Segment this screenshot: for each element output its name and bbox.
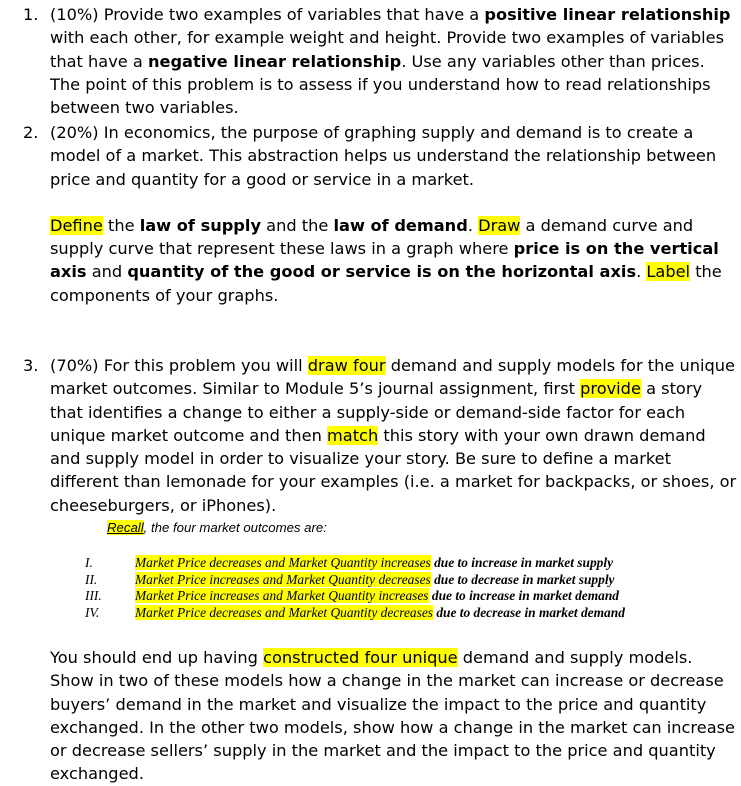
highlight-term: Draw [478,215,521,235]
recall-note: Recall, the four market outcomes are: [107,520,327,535]
question-3-text: (70%) For this problem you will draw four demand and supply models for the unique market outcomes. Similar to Module 5’s journal assignment, first provide a story that identifies a change to either a supply-side or demand-side factor for each unique market outcome and then match this story with your own drawn demand and supply model in order to visualize your story. Be sure to define a market different than lemonade for your examples (i.e. a market for backpacks, or shoes, or cheeseburgers, or iPhones). [50,356,737,515]
question-2-intro: (20%) In economics, the purpose of graphing supply and demand is to create a model of a market. This abstraction helps us understand the relationship between price and quantity for a good or service in a market. [50,123,717,189]
list-item: II. Market Price increases and Market Quantity decreases due to decrease in market supply [85,571,615,587]
bold-term: law of demand [333,215,468,235]
highlight-term: provide [580,379,641,399]
highlight-term: constructed four unique [263,648,458,667]
question-1-text: (10%) Provide two examples of variables that have a positive linear relationship with each other, for example weight and height. Provide two examples of variables that have a negative linear relationship. Use any variables other than prices. The point of this problem is to assess if you understand how to read relationships between two variables. [50,5,731,118]
list-item: I. Market Price decreases and Market Quantity increases due to increase in market supply [85,555,614,570]
question-2-task: Define the law of supply and the law of demand. Draw a demand curve and supply curve that represent these laws in a graph where price is on the vertical axis and quantity of the good or service is on the horizontal axis. Label the components of your graphs. [50,215,722,305]
list-item: III. Market Price increases and Market Quantity increases due to increase in market demand [85,588,619,603]
question-3-conclusion: You should end up having constructed four unique demand and supply models. Show in two of these models how a change in the market can increase or decrease buyers’ demand in the market and visualize the impact to the price and quantity exchanged. In the other two models, show how a change in the market can increase or decrease sellers’ supply in the market and the impact to the price and quantity exchanged. [50,648,736,784]
bold-term: price is on the vertical axis [50,239,719,282]
question-number: 3. [23,356,39,375]
highlight-term: match [327,425,379,445]
question-number: 1. [23,5,39,24]
bold-term: law of supply [139,215,261,235]
list-item: IV. Market Price decreases and Market Quantity decreases due to decrease in market demand [85,604,625,620]
question-3 [23,354,741,517]
question-number: 2. [23,123,39,142]
market-outcomes-list [85,555,625,621]
highlight-term: Define [50,215,103,235]
question-2 [23,121,741,307]
bold-term: positive linear relationship [484,5,731,24]
bold-term: negative linear relationship [147,51,402,71]
question-1 [23,3,741,119]
highlight-term: Label [646,262,691,282]
highlight-term: draw four [307,356,386,375]
bold-term: quantity of the good or service is on the horizontal axis [127,262,637,282]
